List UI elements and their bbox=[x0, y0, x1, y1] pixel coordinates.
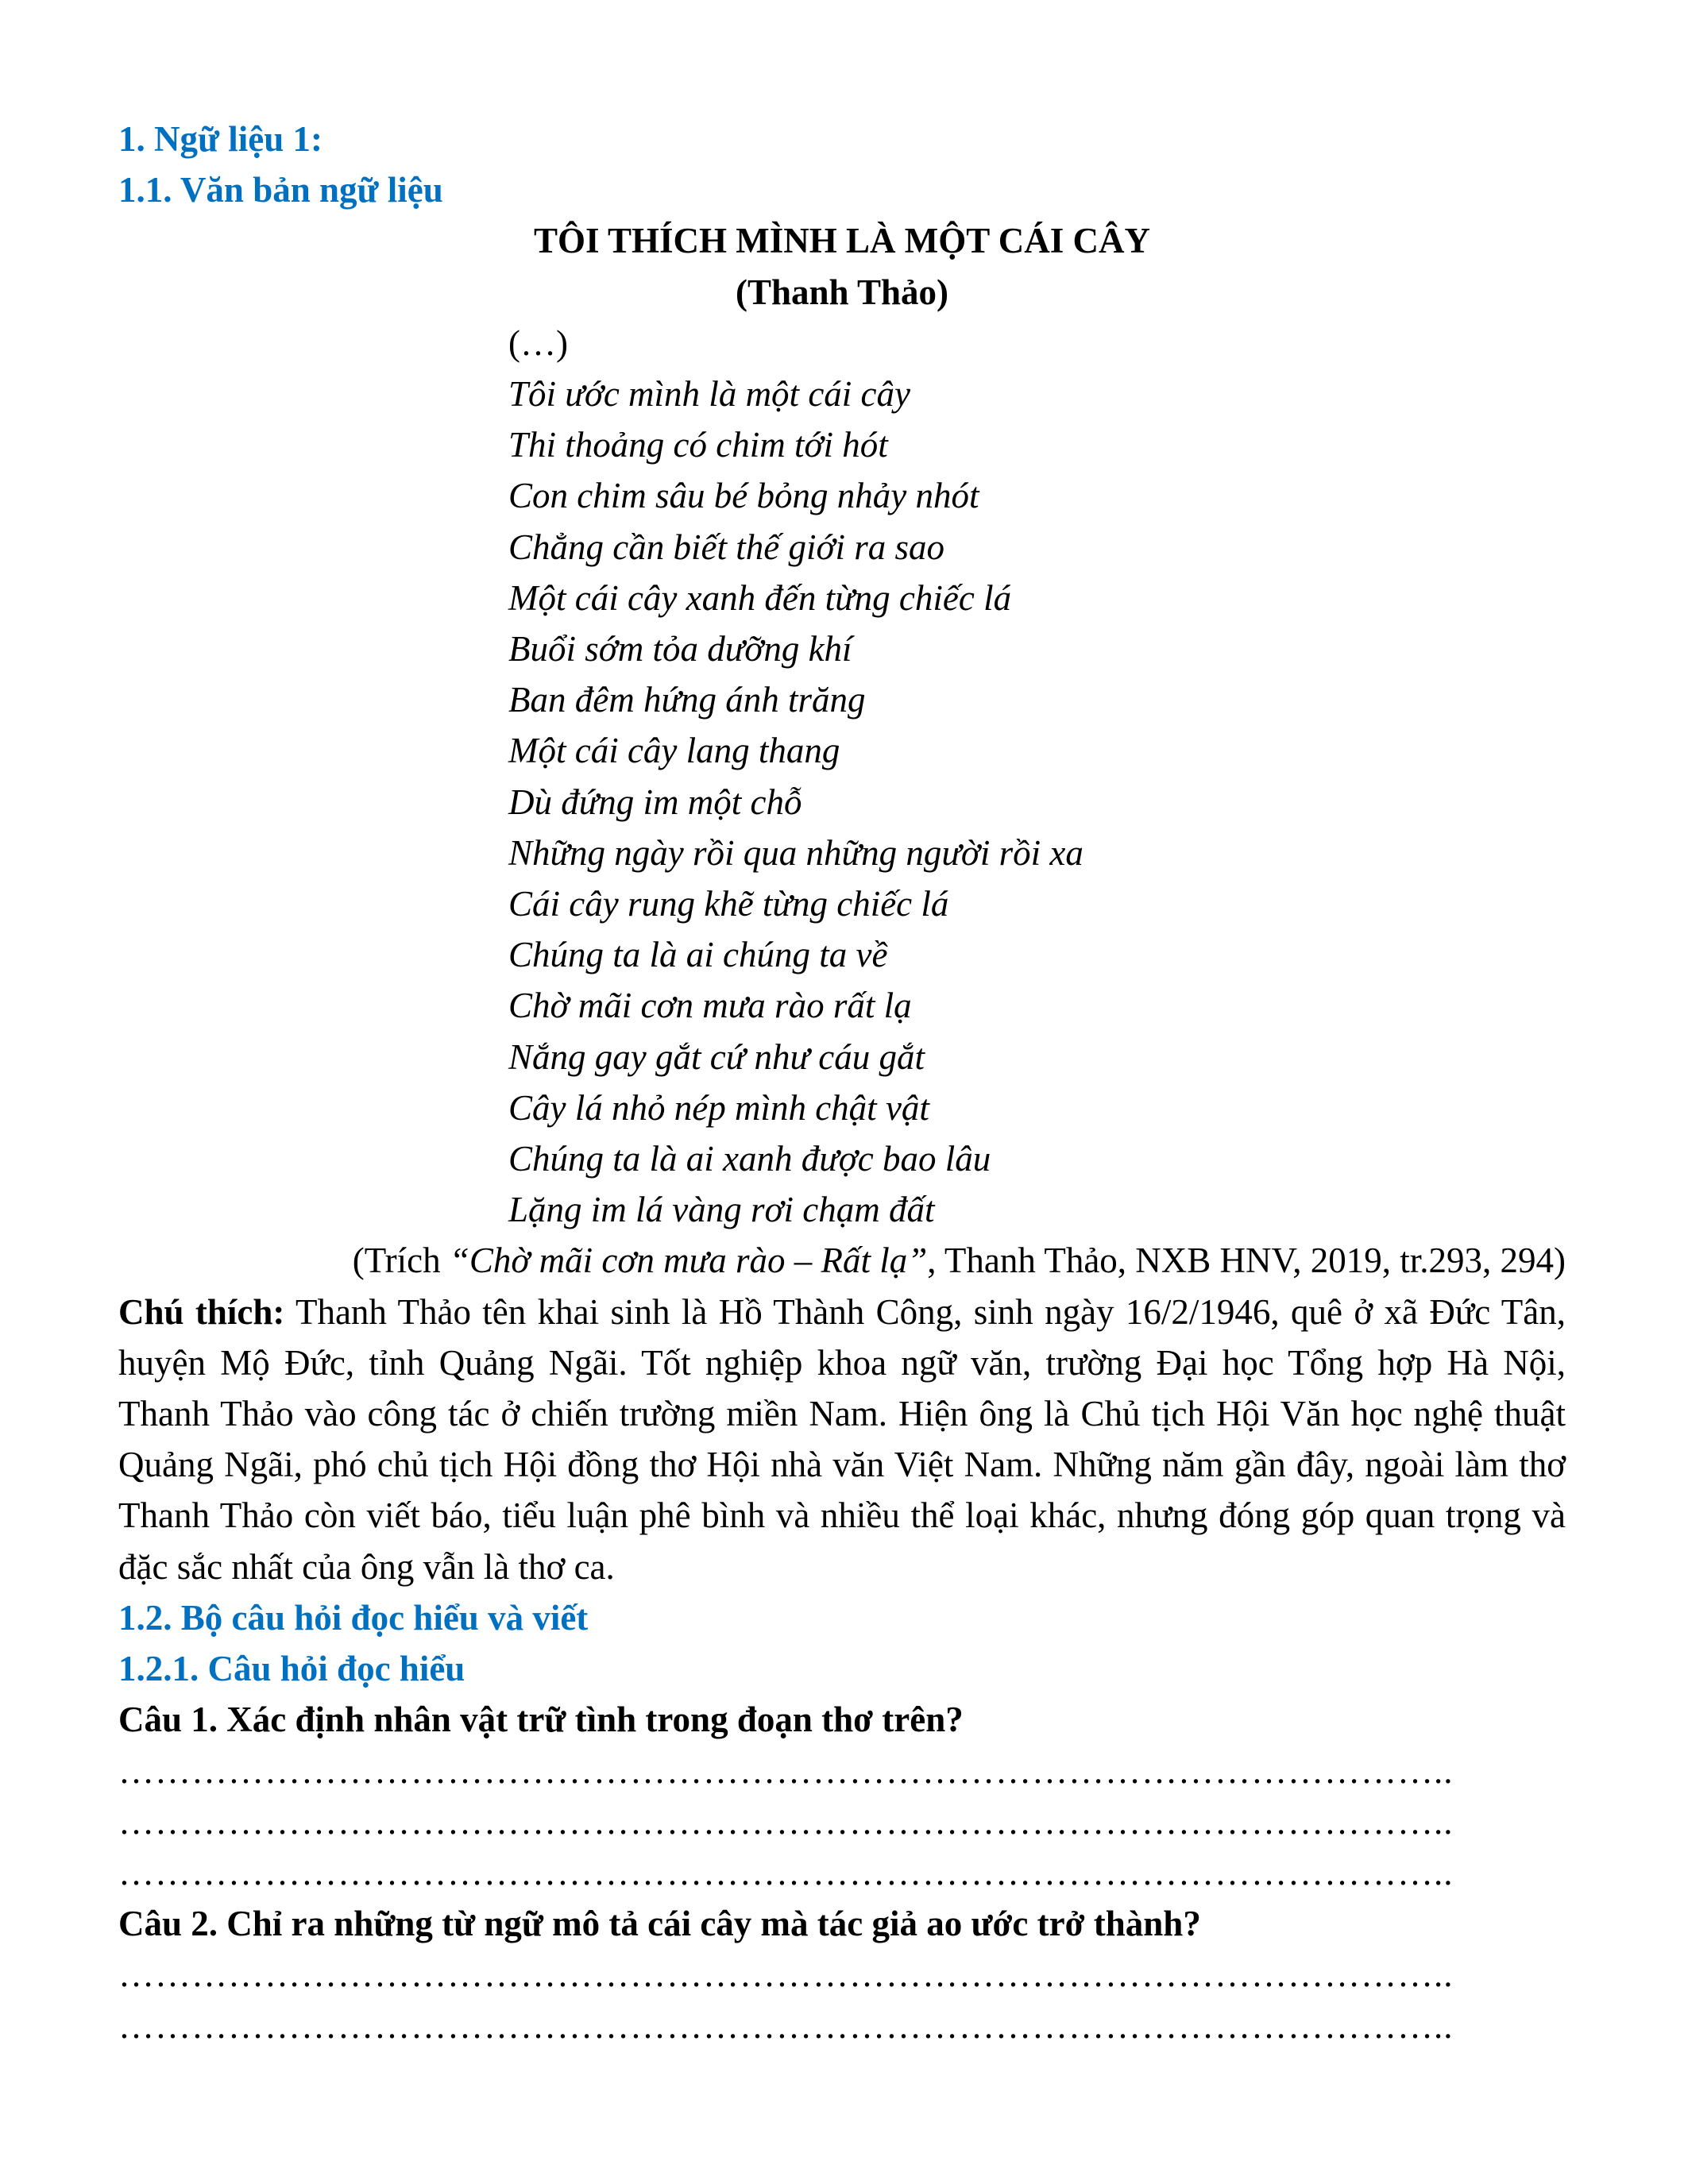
poem-line: Chờ mãi cơn mưa rào rất lạ bbox=[508, 986, 912, 1026]
citation bbox=[118, 1235, 1566, 1286]
citation-work: “Chờ mãi cơn mưa rào – Rất lạ” bbox=[449, 1241, 928, 1281]
heading-bo-cau-hoi: 1.2. Bộ câu hỏi đọc hiểu và viết bbox=[118, 1597, 589, 1638]
note-text: Thanh Thảo tên khai sinh là Hồ Thành Công, sinh ngày 16/2/1946, quê ở xã Đức Tân, huyện Mộ Đức, tỉnh Quảng Ngãi. Tốt nghiệp khoa ngữ văn, trường Đại học Tổng hợp Hà Nội, Thanh Thảo vào công tác ở chiến trường miền Nam. Hiện ông là Chủ tịch Hội Văn học nghệ thuật Quảng Ngãi, phó chủ tịch Hội đồng thơ Hội nhà văn Việt Nam. Những năm gần đây, ngoài làm thơ Thanh Thảo còn viết báo, tiểu luận phê bình và nhiều thể loại khác, nhưng đóng góp quan trọng và đặc sắc nhất của ông vẫn là thơ ca. bbox=[118, 1291, 1566, 1587]
answer-line[interactable]: ……………………………………………………………………………………………….. bbox=[118, 1750, 1454, 1791]
poem-line: Chúng ta là ai xanh được bao lâu bbox=[508, 1139, 991, 1179]
note-label: Chú thích: bbox=[118, 1291, 285, 1332]
poem-ellipsis: (…) bbox=[508, 322, 568, 363]
poem-line: Con chim sâu bé bỏng nhảy nhót bbox=[508, 476, 979, 516]
answer-line[interactable]: ……………………………………………………………………………………………….. bbox=[118, 1954, 1454, 1995]
poem-line: Ban đêm hứng ánh trăng bbox=[508, 680, 866, 720]
poem-line: Cây lá nhỏ nép mình chật vật bbox=[508, 1087, 929, 1128]
poem-line: Một cái cây xanh đến từng chiếc lá bbox=[508, 577, 1012, 618]
question-1: Câu 1. Xác định nhân vật trữ tình trong đoạn thơ trên? bbox=[118, 1700, 964, 1740]
heading-cau-hoi-doc-hieu: 1.2.1. Câu hỏi đọc hiểu bbox=[118, 1649, 465, 1689]
citation-prefix: (Trích bbox=[352, 1241, 450, 1281]
poem-line: Chẳng cần biết thế giới ra sao bbox=[508, 527, 944, 567]
poem-line: Những ngày rồi qua những người rồi xa bbox=[508, 832, 1083, 873]
question-2: Câu 2. Chỉ ra những từ ngữ mô tả cái cây mà tác giả ao ước trở thành? bbox=[118, 1904, 1201, 1944]
citation-source: , Thanh Thảo, NXB HNV, 2019, tr.293, 294) bbox=[927, 1241, 1566, 1281]
author-note bbox=[118, 1287, 1566, 1592]
poem-author: (Thanh Thảo) bbox=[735, 272, 949, 312]
poem-line: Cái cây rung khẽ từng chiếc lá bbox=[508, 884, 949, 924]
poem-line: Thi thoảng có chim tới hót bbox=[508, 425, 888, 465]
poem-body bbox=[118, 318, 1566, 1236]
poem-line: Chúng ta là ai chúng ta về bbox=[508, 935, 888, 975]
poem-line: Một cái cây lang thang bbox=[508, 731, 840, 771]
poem-line: Tôi ước mình là một cái cây bbox=[508, 374, 910, 415]
answer-line[interactable]: ……………………………………………………………………………………………….. bbox=[118, 2005, 1454, 2046]
heading-van-ban: 1.1. Văn bản ngữ liệu bbox=[118, 170, 443, 210]
answer-line[interactable]: ……………………………………………………………………………………………….. bbox=[118, 1852, 1454, 1893]
poem-line: Lặng im lá vàng rơi chạm đất bbox=[508, 1190, 935, 1230]
document-page bbox=[118, 114, 1566, 2051]
heading-ngu-lieu-1: 1. Ngữ liệu 1: bbox=[118, 119, 323, 159]
poem-line: Dù đứng im một chỗ bbox=[508, 781, 802, 822]
poem-line: Nắng gay gắt cứ như cáu gắt bbox=[508, 1036, 925, 1077]
poem-title: TÔI THÍCH MÌNH LÀ MỘT CÁI CÂY bbox=[534, 221, 1150, 261]
answer-line[interactable]: ……………………………………………………………………………………………….. bbox=[118, 1801, 1454, 1842]
poem-line: Buổi sớm tỏa dưỡng khí bbox=[508, 629, 852, 669]
